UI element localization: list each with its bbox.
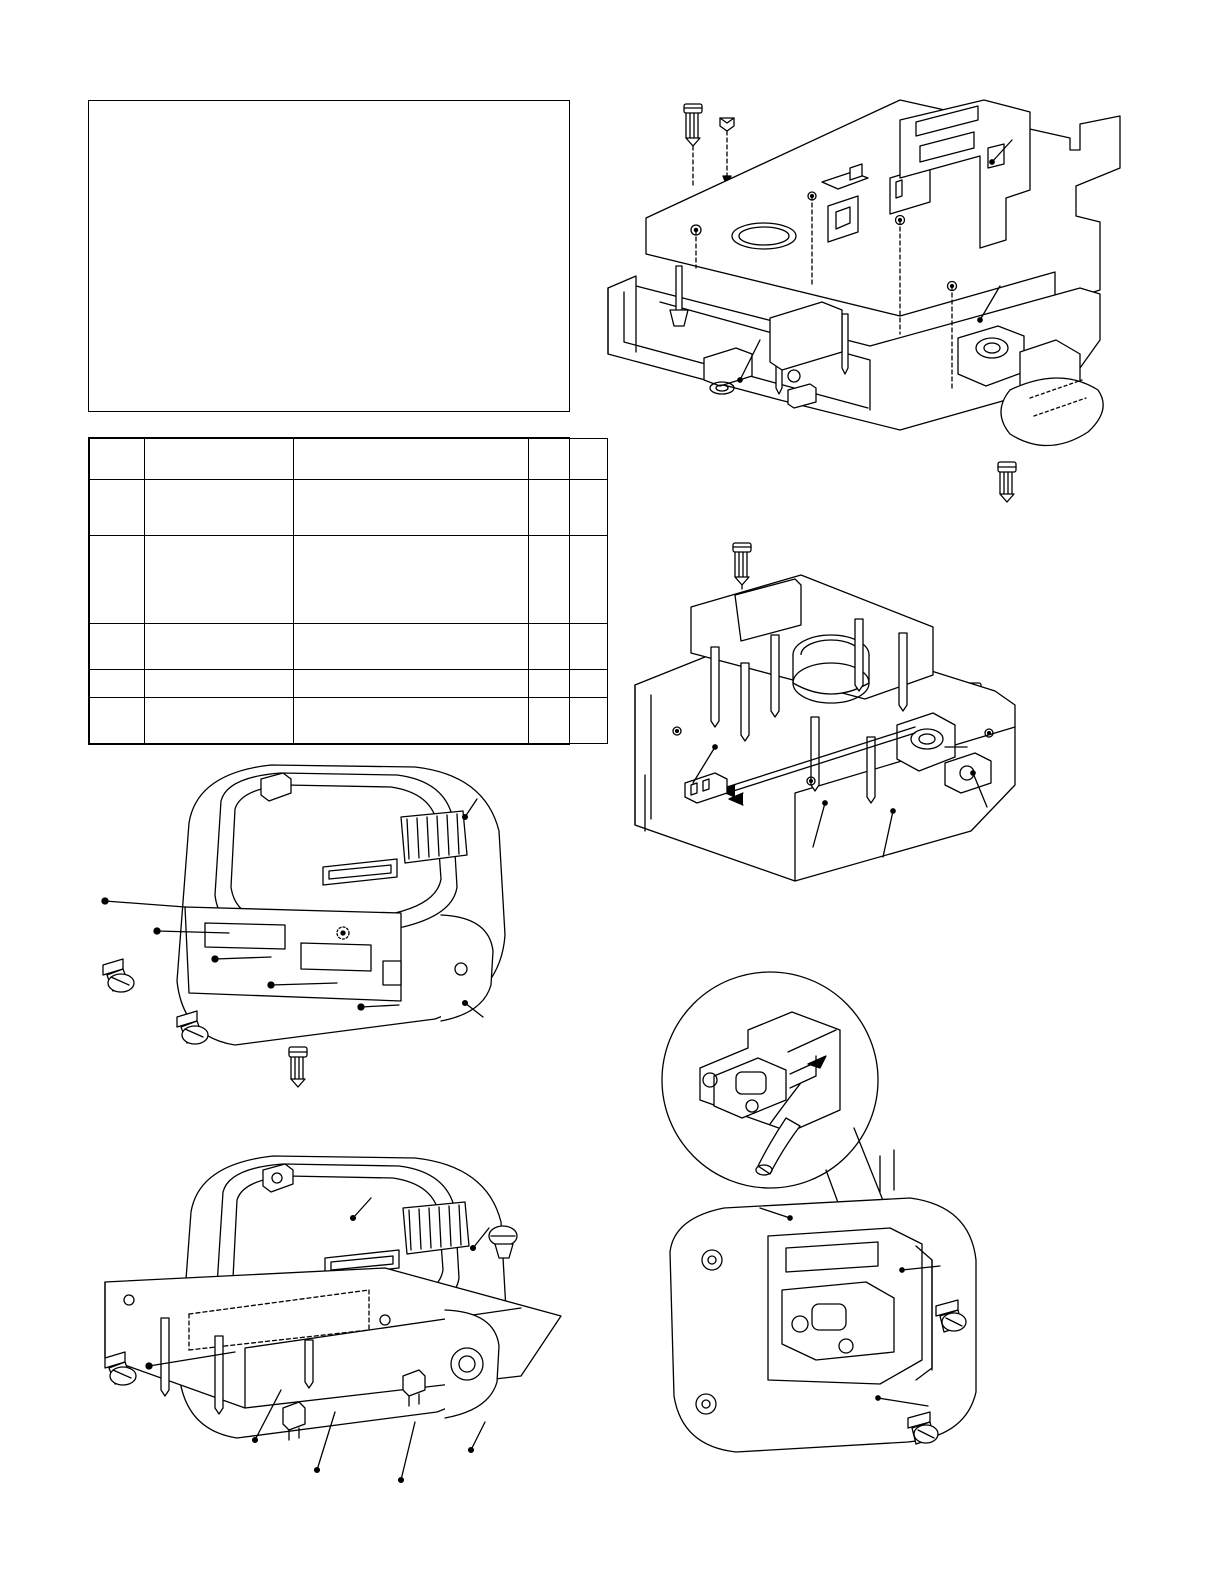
chassis-post — [842, 314, 848, 374]
cell-no — [90, 670, 145, 698]
cell-no — [90, 698, 145, 744]
mechanism-deck-exploded-view — [615, 535, 1035, 935]
table-row — [90, 670, 608, 698]
deck-post — [741, 663, 749, 741]
note-box-text — [89, 101, 569, 121]
screw-icon — [103, 959, 134, 992]
cell-part — [145, 670, 294, 698]
cell-procedure — [294, 439, 529, 480]
deck-post — [899, 633, 907, 711]
cabinet-bottom-exploded-view — [85, 1140, 605, 1560]
cell-no — [90, 536, 145, 624]
washer-part — [720, 118, 734, 131]
screw-icon — [733, 543, 751, 585]
cell-part — [145, 480, 294, 536]
cell-no — [90, 624, 145, 670]
cabinet-rear-panel-exploded-view — [85, 755, 595, 1105]
cell-no — [90, 480, 145, 536]
cell-no — [90, 439, 145, 480]
cell-part — [145, 698, 294, 744]
cell-part — [145, 439, 294, 480]
cell-fig — [529, 698, 608, 744]
cell-fig — [529, 439, 608, 480]
cell-procedure — [294, 698, 529, 744]
detail-magnified-view — [640, 960, 1040, 1480]
cell-procedure — [294, 670, 529, 698]
cell-fig — [529, 536, 608, 624]
table-row — [90, 536, 608, 624]
deck-post — [771, 635, 779, 717]
cell-part — [145, 624, 294, 670]
cell-part — [145, 536, 294, 624]
table-row — [90, 480, 608, 536]
table-row — [90, 439, 608, 480]
cell-procedure — [294, 624, 529, 670]
table-row — [90, 624, 608, 670]
main-pcb-and-chassis-exploded-view — [600, 90, 1220, 520]
deck-post — [855, 619, 863, 691]
clip-part — [283, 1402, 305, 1440]
note-box — [88, 100, 570, 412]
screw-icon — [684, 104, 702, 146]
disassembly-table — [88, 437, 570, 745]
cell-procedure — [294, 536, 529, 624]
cell-fig — [529, 624, 608, 670]
cell-procedure — [294, 480, 529, 536]
cell-fig — [529, 670, 608, 698]
cell-fig — [529, 480, 608, 536]
table-row — [90, 698, 608, 744]
screw-icon — [998, 462, 1016, 502]
deck-post — [711, 647, 719, 727]
screw-icon — [289, 1047, 307, 1087]
